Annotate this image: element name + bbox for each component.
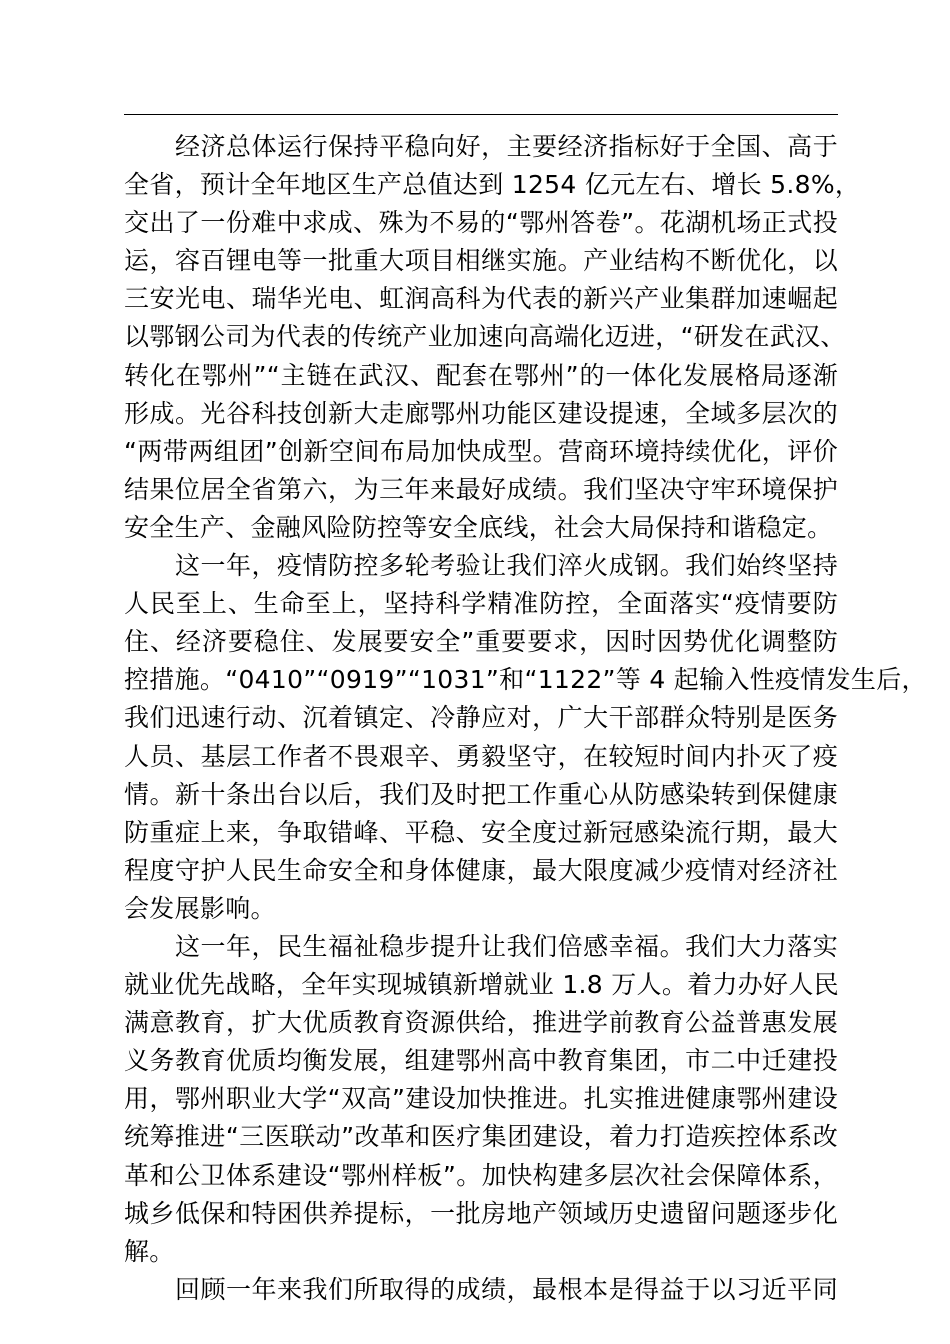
text-line: “两带两组团”创新空间布局加快成型。营商环境持续优化，评价 xyxy=(124,436,838,466)
text-line: 控措施。“0410”“0919”“1031”和“1122”等 4 起输入性疫情发生后， xyxy=(124,665,927,695)
text-line: 人民至上、生命至上，坚持科学精准防控，全面落实“疫情要防 xyxy=(124,589,838,619)
text-line: 防重症上来，争取错峰、平稳、安全度过新冠感染流行期，最大 xyxy=(124,817,838,847)
text-line: 程度守护人民生命安全和身体健康，最大限度减少疫情对经济社 xyxy=(124,855,838,885)
text-line: 交出了一份难中求成、殊为不易的“鄂州答卷”。花湖机场正式投 xyxy=(124,208,838,238)
text-line: 统筹推进“三医联动”改革和医疗集团建设，着力打造疾控体系改 xyxy=(124,1122,838,1152)
text-line: 我们迅速行动、沉着镇定、冷静应对，广大干部群众特别是医务 xyxy=(124,703,838,733)
text-line: 全省，预计全年地区生产总值达到 1254 亿元左右、增长 5.8%， xyxy=(124,170,861,200)
body-text xyxy=(124,128,927,1309)
text-line: 会发展影响。 xyxy=(124,893,276,923)
text-line: 城乡低保和特困供养提标，一批房地产领域历史遗留问题逐步化 xyxy=(124,1198,838,1228)
text-line: 革和公卫体系建设“鄂州样板”。加快构建多层次社会保障体系， xyxy=(124,1160,838,1190)
text-line: 义务教育优质均衡发展，组建鄂州高中教育集团，市二中迁建投 xyxy=(124,1046,838,1076)
text-line: 结果位居全省第六，为三年来最好成绩。我们坚决守牢环境保护 xyxy=(124,474,838,504)
text-line: 就业优先战略，全年实现城镇新增就业 1.8 万人。着力办好人民 xyxy=(124,970,839,1000)
text-line: 运，容百锂电等一批重大项目相继实施。产业结构不断优化，以 xyxy=(124,246,838,276)
text-line: 安全生产、金融风险防控等安全底线，社会大局保持和谐稳定。 xyxy=(124,512,833,542)
text-line: 解。 xyxy=(124,1236,175,1266)
text-line: 用，鄂州职业大学“双高”建设加快推进。扎实推进健康鄂州建设 xyxy=(124,1084,838,1114)
text-line: 经济总体运行保持平稳向好，主要经济指标好于全国、高于 xyxy=(175,132,838,161)
text-line: 形成。光谷科技创新大走廊鄂州功能区建设提速，全域多层次的 xyxy=(124,398,838,428)
header-rule xyxy=(124,114,838,115)
text-line: 情。新十条出台以后，我们及时把工作重心从防感染转到保健康 xyxy=(124,779,838,809)
text-line: 以鄂钢公司为代表的传统产业加速向高端化迈进，“研发在武汉、 xyxy=(124,322,846,352)
paragraph-first-line: 这一年，民生福祉稳步提升让我们倍感幸福。我们大力落实 xyxy=(175,931,838,961)
text-line: 满意教育，扩大优质教育资源供给，推进学前教育公益普惠发展 xyxy=(124,1008,838,1038)
text-line: 住、经济要稳住、发展要安全”重要要求，因时因势优化调整防 xyxy=(124,627,838,657)
paragraph-first-line: 这一年，疫情防控多轮考验让我们淬火成钢。我们始终坚持 xyxy=(175,551,838,581)
text-line: 三安光电、瑞华光电、虹润高科为代表的新兴产业集群加速崛起 xyxy=(124,284,838,314)
paragraph-first-line: 回顾一年来我们所取得的成绩，最根本是得益于以习近平同 xyxy=(175,1274,838,1304)
text-line: 转化在鄂州”“主链在武汉、配套在鄂州”的一体化发展格局逐渐 xyxy=(124,360,838,390)
text-line: 人员、基层工作者不畏艰辛、勇毅坚守，在较短时间内扑灭了疫 xyxy=(124,741,838,771)
